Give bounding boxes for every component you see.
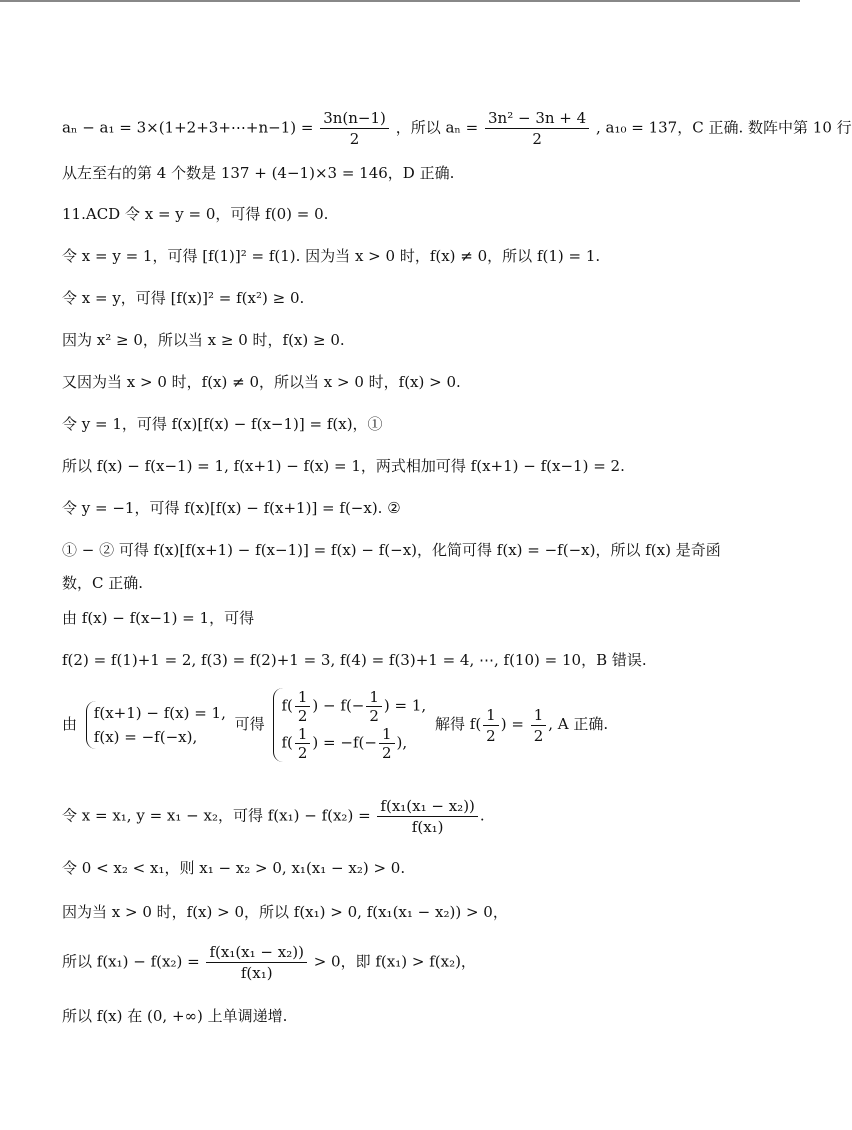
line-19 (62, 942, 476, 983)
text: 令 x = x₁, y = x₁ − x₂，可得 f(x₁) − f(x₂) = (62, 806, 371, 825)
line-1 (62, 108, 852, 149)
equation: f( $\frac{1}{2}$ ) − f(− $\frac{1}{2}$ ) = 1, (281, 688, 427, 725)
text: ，所以 aₙ = (395, 118, 479, 137)
fraction: $\frac{\text{f(x₁(x₁ − x₂))}}{\text{f(x₁)}}$ (206, 942, 306, 983)
line-15: 由 f(x+1) − f(x) = 1, f(x) = −f(−x), 可得 f( $\frac{1}{2}$ ) − f(− $\frac{1}{2}$ ) = 1, f( $\frac{1}{2}$ ) = −f(− $\frac{1}{2}$ ), 解得 f( $\frac{1}{2}$ ) = $\frac{1}{2}$ , A 正确. (62, 688, 609, 762)
line-17: 令 0 < x₂ < x₁，则 x₁ − x₂ > 0, x₁(x₁ − x₂) > 0. (62, 859, 406, 877)
text: , a₁₀ = 137，C 正确. 数阵中第 10 行 (595, 118, 852, 137)
line-12: 数，C 正确. (62, 574, 144, 592)
line-4: 令 x = y = 1，可得 [f(1)]² = f(1). 因为当 x > 0 时，f(x) ≠ 0，所以 f(1) = 1. (62, 247, 601, 265)
fraction: $\frac{\text{3n² − 3n + 4}}{2}$ (485, 108, 589, 149)
equation-system-2 (273, 688, 426, 762)
text: aₙ − a₁ = 3×(1+2+3+⋯+n−1) = (62, 118, 314, 137)
line-16: 令 x = x₁, y = x₁ − x₂，可得 f(x₁) − f(x₂) = $\frac{\text{f(x₁(x₁ − x₂))}}{\text{f(x₁)}}$ . (62, 797, 485, 836)
line-8: 令 y = 1，可得 f(x)[f(x) − f(x−1)] = f(x)，① (62, 415, 383, 433)
equation-system-1 (86, 701, 226, 749)
line-2: 从左至右的第 4 个数是 137 + (4−1)×3 = 146，D 正确. (62, 164, 455, 182)
line-18: 因为当 x > 0 时，f(x) > 0，所以 f(x₁) > 0, f(x₁(x₁ − x₂)) > 0， (62, 903, 508, 921)
text: 解得 f (434, 715, 476, 733)
top-border (0, 0, 800, 2)
equation: f(x+1) − f(x) = 1, (93, 704, 226, 722)
text: > 0，即 f(x₁) > f(x₂)， (313, 952, 476, 971)
equation: f(x) = −f(−x), (93, 728, 198, 746)
line-13: 由 f(x) − f(x−1) = 1，可得 (62, 609, 255, 627)
text: 可得 (234, 715, 265, 733)
fraction: $\frac{1}{2}$ (531, 705, 547, 746)
line-14: f(2) = f(1)+1 = 2, f(3) = f(2)+1 = 3, f(4) = f(3)+1 = 4, ⋯, f(10) = 10，B 错误. (62, 651, 647, 669)
equation: f( $\frac{1}{2}$ ) = −f(− $\frac{1}{2}$ ), (281, 725, 408, 762)
text: , A 正确. (548, 715, 609, 733)
fraction: $\frac{3n(n-1)}{2}$ (320, 108, 389, 149)
line-20: 所以 f(x) 在 (0, +∞) 上单调递增. (62, 1007, 288, 1025)
line-11: ① − ② 可得 f(x)[f(x+1) − f(x−1)] = f(x) − f(−x)，化简可得 f(x) = −f(−x)，所以 f(x) 是奇函 (62, 541, 721, 559)
line-5: 令 x = y，可得 [f(x)]² = f(x²) ≥ 0. (62, 289, 305, 307)
text: 所以 f(x₁) − f(x₂) = (62, 952, 200, 971)
fraction: $\frac{\text{f(x₁(x₁ − x₂))}}{\text{f(x₁)}}$ (377, 796, 477, 837)
text: = (511, 715, 524, 733)
fraction: $\frac{1}{2}$ (483, 705, 499, 746)
line-7: 又因为当 x > 0 时，f(x) ≠ 0，所以当 x > 0 时，f(x) > 0. (62, 373, 461, 391)
line-6: 因为 x² ≥ 0，所以当 x ≥ 0 时，f(x) ≥ 0. (62, 331, 345, 349)
text: 由 (62, 715, 78, 733)
line-3: 11.ACD 令 x = y = 0，可得 f(0) = 0. (62, 205, 329, 223)
line-10: 令 y = −1，可得 f(x)[f(x) − f(x+1)] = f(−x). ② (62, 499, 401, 517)
line-9: 所以 f(x) − f(x−1) = 1, f(x+1) − f(x) = 1，两式相加可得 f(x+1) − f(x−1) = 2. (62, 457, 625, 475)
